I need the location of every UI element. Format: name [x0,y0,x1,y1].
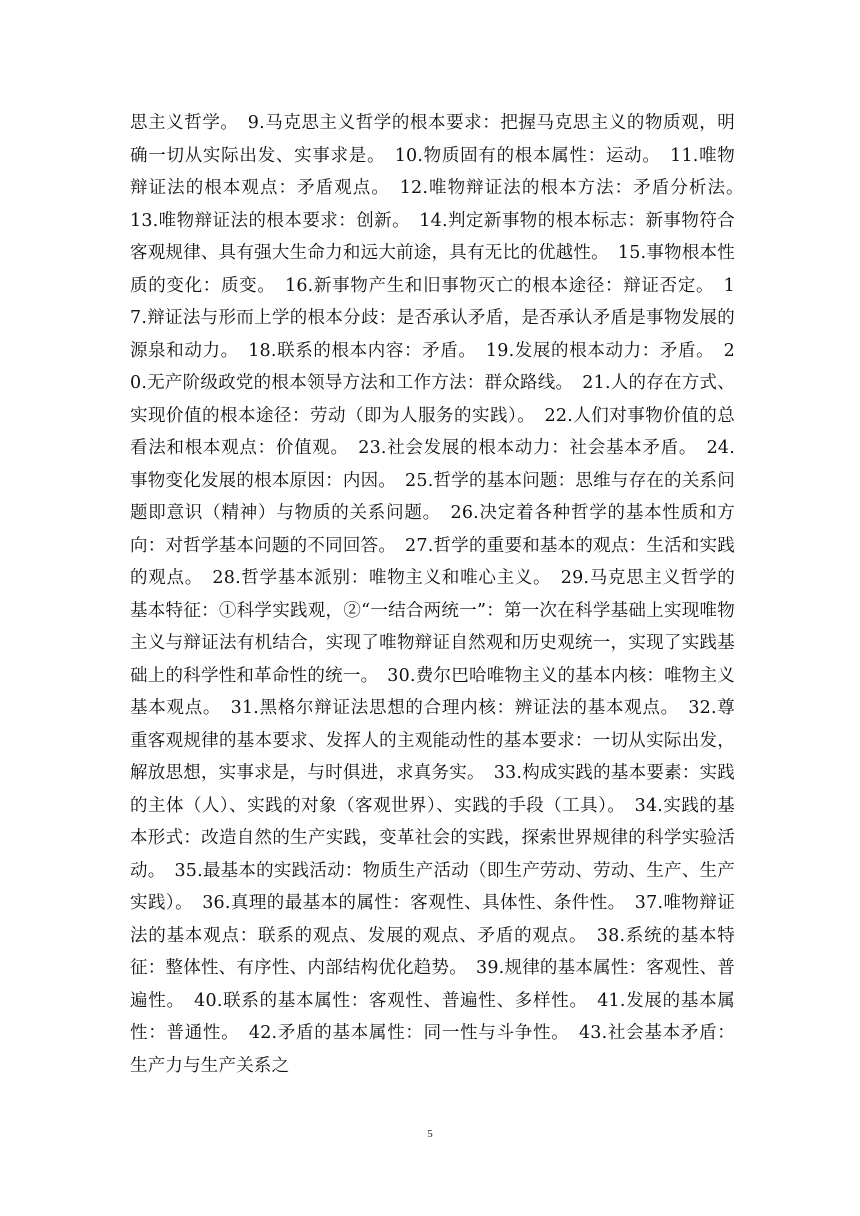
body-paragraph: 思主义哲学。 9.马克思主义哲学的根本要求：把握马克思主义的物质观，明确一切从实际出发、实事求是。 10.物质固有的根本属性：运动。 11.唯物辩证法的根本观点：矛盾观点。 12.唯物辩证法的根本方法：矛盾分析法。 13.唯物辩证法的根本要求：创新。 14.判定新事物的根本标志：新事物符合客观规律、具有强大生命力和远大前途，具有无比的优越性。 15.事物根本性质的变化：质变。 16.新事物产生和旧事物灭亡的根本途径：辩证否定。 17.辩证法与形而上学的根本分歧：是否承认矛盾，是否承认矛盾是事物发展的源泉和动力。 18.联系的根本内容：矛盾。 19.发展的根本动力：矛盾。 20.无产阶级政党的根本领导方法和工作方法：群众路线。 21.人的存在方式、实现价值的根本途径：劳动（即为人服务的实践）。 22.人们对事物价值的总看法和根本观点：价值观。 23.社会发展的根本动力：社会基本矛盾。 24.事物变化发展的根本原因：内因。 25.哲学的基本问题：思维与存在的关系问题即意识（精神）与物质的关系问题。 26.决定着各种哲学的基本性质和方向：对哲学基本问题的不同回答。 27.哲学的重要和基本的观点：生活和实践的观点。 28.哲学基本派别：唯物主义和唯心主义。 29.马克思主义哲学的基本特征：①科学实践观，②“一结合两统一”：第一次在科学基础上实现唯物主义与辩证法有机结合，实现了唯物辩证自然观和历史观统一，实现了实践基础上的科学性和革命性的统一。 30.费尔巴哈唯物主义的基本内核：唯物主义基本观点。 31.黑格尔辩证法思想的合理内核：辨证法的基本观点。 32.尊重客观规律的基本要求、发挥人的主观能动性的基本要求：一切从实际出发，解放思想，实事求是，与时俱进，求真务实。 33.构成实践的基本要素：实践的主体（人）、实践的对象（客观世界）、实践的手段（工具）。 34.实践的基本形式：改造自然的生产实践，变革社会的实践，探索世界规律的科学实验活动。 35.最基本的实践活动：物质生产活动（即生产劳动、劳动、生产、生产实践）。 36.真理的最基本的属性：客观性、具体性、条件性。 37.唯物辩证法的基本观点：联系的观点、发展的观点、矛盾的观点。 38.系统的基本特征：整体性、有序性、内部结构优化趋势。 39.规律的基本属性：客观性、普遍性。 40.联系的基本属性：客观性、普遍性、多样性。 41.发展的基本属性：普通性。 42.矛盾的基本属性：同一性与斗争性。 43.社会基本矛盾：生产力与生产关系之 [130,113,753,1076]
page-number: 5 [427,1128,433,1140]
